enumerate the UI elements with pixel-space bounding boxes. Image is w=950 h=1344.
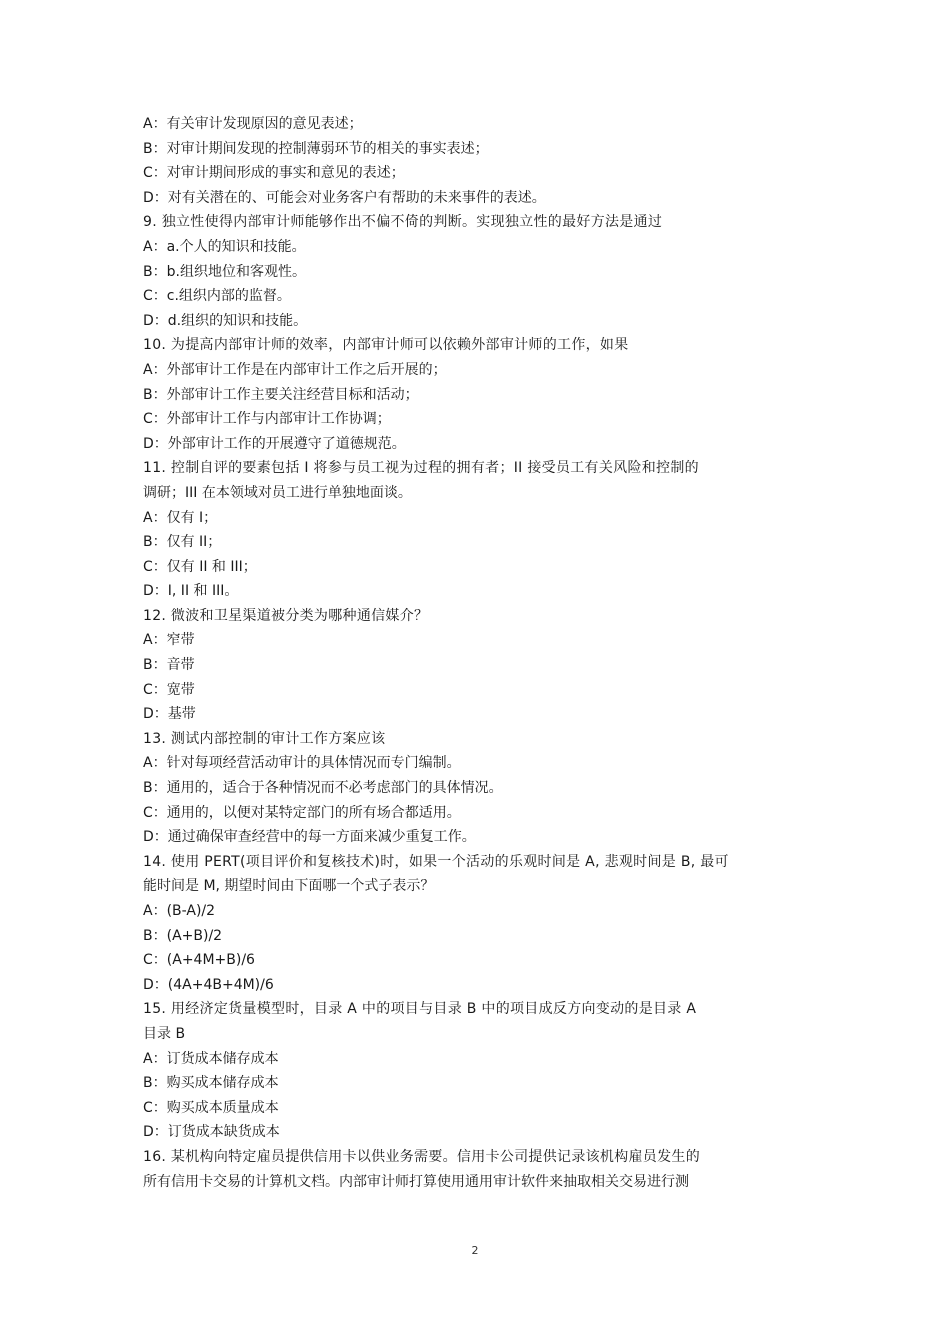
text-line: 目录 B	[143, 1025, 186, 1042]
text-line: C：购买成本质量成本	[143, 1099, 279, 1116]
text-line: C：对审计期间形成的事实和意见的表述；	[143, 165, 405, 182]
text-line: D：(4A+4B+4M)/6	[143, 976, 274, 993]
text-line: D：外部审计工作的开展遵守了道德规范。	[143, 435, 406, 452]
document-body	[143, 112, 811, 1194]
text-line: A：有关审计发现原因的意见表述；	[143, 116, 363, 132]
text-line: A：订货成本储存成本	[143, 1050, 279, 1067]
text-line: D：基带	[143, 706, 196, 723]
text-line: A：外部审计工作是在内部审计工作之后开展的；	[143, 361, 447, 378]
text-line: B：对审计期间发现的控制薄弱环节的相关的事实表述；	[143, 140, 489, 157]
text-line: B：仅有 II；	[143, 534, 222, 551]
text-line: B：购买成本储存成本	[143, 1075, 279, 1092]
text-line: C：(A+4M+B)/6	[143, 952, 255, 969]
text-line: C：外部审计工作与内部审计工作协调；	[143, 411, 391, 428]
text-line: C：仅有 II 和 III；	[143, 558, 257, 575]
text-line: B：音带	[143, 657, 195, 674]
text-line: 调研；III 在本领域对员工进行单独地面谈。	[143, 484, 412, 501]
text-line: 所有信用卡交易的计算机文档。内部审计师打算使用通用审计软件来抽取相关交易进行测	[143, 1173, 689, 1190]
question-line: 14. 使用 PERT(项目评价和复核技术)时，如果一个活动的乐观时间是 A, 悲观时间是 B, 最可	[143, 853, 729, 870]
text-line: D：通过确保审查经营中的每一方面来减少重复工作。	[143, 829, 476, 846]
text-line: A：仅有 I；	[143, 509, 218, 526]
question-line: 9. 独立性使得内部审计师能够作出不偏不倚的判断。实现独立性的最好方法是通过	[143, 214, 663, 231]
text-line: A：窄带	[143, 632, 195, 649]
text-line: D：订货成本缺货成本	[143, 1124, 280, 1141]
text-line: C：宽带	[143, 681, 195, 698]
text-line: B：通用的，适合于各种情况而不必考虑部门的具体情况。	[143, 780, 503, 797]
text-line: B：外部审计工作主要关注经营目标和活动；	[143, 386, 419, 403]
text-line: B：(A+B)/2	[143, 927, 223, 944]
text-line: A：(B-A)/2	[143, 903, 216, 919]
text-line: C：通用的，以便对某特定部门的所有场合都适用。	[143, 804, 461, 821]
text-line: A：针对每项经营活动审计的具体情况而专门编制。	[143, 755, 461, 772]
text-line: B：b.组织地位和客观性。	[143, 263, 306, 280]
text-line: D：I, II 和 III。	[143, 583, 239, 600]
question-line: 16. 某机构向特定雇员提供信用卡以供业务需要。信用卡公司提供记录该机构雇员发生的	[143, 1148, 701, 1165]
text-line: C：c.组织内部的监督。	[143, 288, 291, 305]
page-number: 2	[471, 1244, 479, 1257]
text-line: D：对有关潜在的、可能会对业务客户有帮助的未来事件的表述。	[143, 189, 546, 206]
question-line: 10. 为提高内部审计师的效率，内部审计师可以依赖外部审计师的工作，如果	[143, 337, 629, 354]
question-line: 12. 微波和卫星渠道被分类为哪种通信媒介？	[143, 607, 429, 624]
text-line: A：a.个人的知识和技能。	[143, 238, 306, 255]
question-line: 13. 测试内部控制的审计工作方案应该	[143, 730, 386, 747]
text-line: 能时间是 M, 期望时间由下面哪一个式子表示？	[143, 878, 435, 895]
text-line: D：d.组织的知识和技能。	[143, 312, 308, 329]
question-line: 15. 用经济定货量模型时，目录 A 中的项目与目录 B 中的项目成反方向变动的是目录 A	[143, 1001, 697, 1018]
question-line: 11. 控制自评的要素包括 I 将参与员工视为过程的拥有者；II 接受员工有关风险和控制的	[143, 460, 699, 477]
